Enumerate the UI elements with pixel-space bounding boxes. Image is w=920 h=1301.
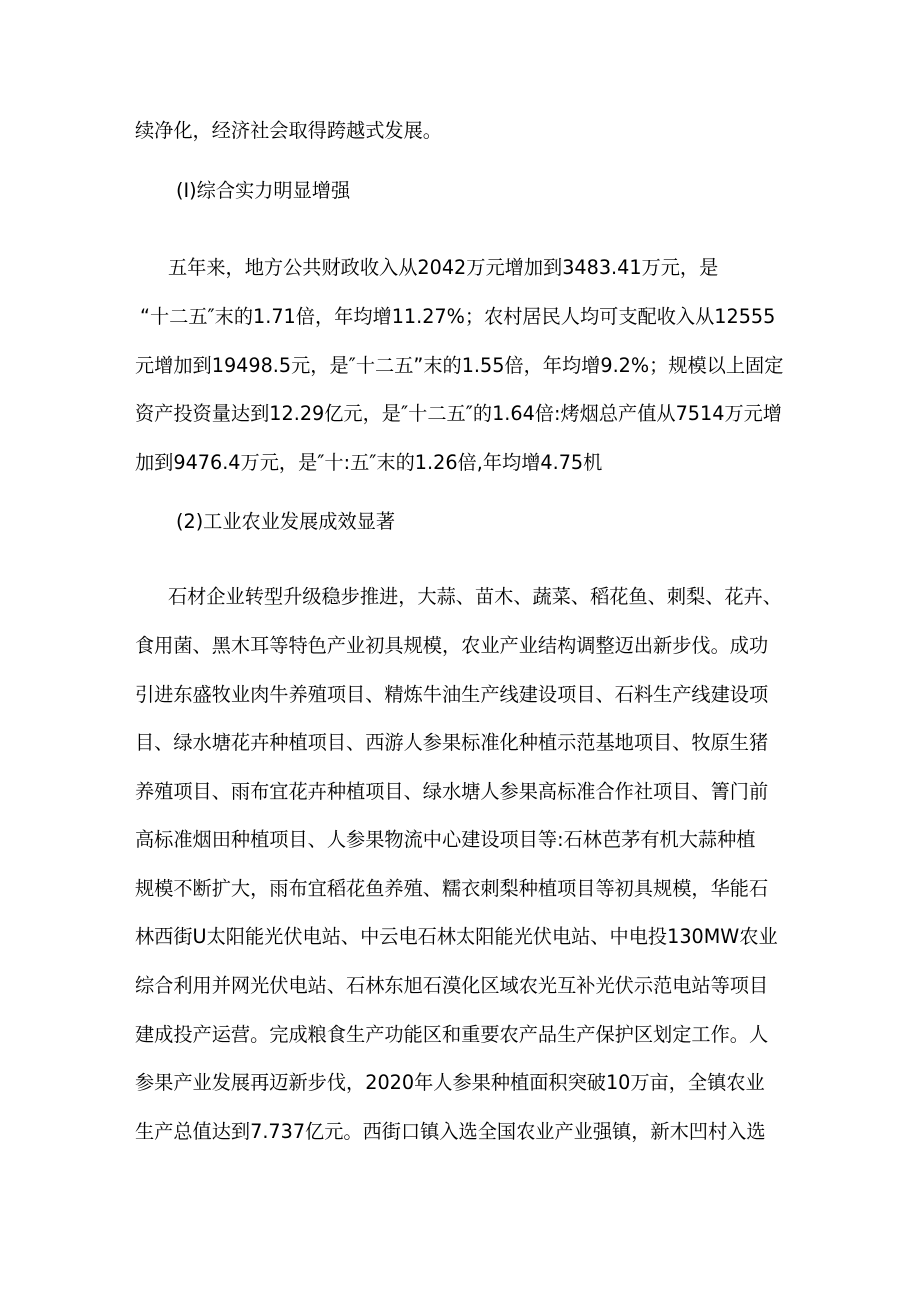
paragraph-1-line: 资产投资量达到12.29亿元，是″十二五″的1.64倍:烤烟总产值从7514万元增 [135,402,782,425]
paragraph-2-line: 综合利用并网光伏电站、石林东旭石漠化区域农光互补光伏示范电站等项目 [135,974,769,997]
paragraph-1-line: “十二五″末的1.71倍，年均增11.27%；农村居民人均可支配收入从12555 [140,305,776,328]
paragraph-2-line: 引进东盛牧业肉牛养殖项目、精炼牛油生产线建设项目、石料生产线建设项 [135,683,769,706]
paragraph-2-line: 生产总值达到7.737亿元。西街口镇入选全国农业产业强镇，新木凹村入选 [135,1120,766,1143]
paragraph-2-line: 建成投产运营。完成粮食生产功能区和重要农产品生产保护区划定工作。人 [135,1023,769,1046]
paragraph-2-line: 高标准烟田种植项目、人参果物流中心建设项目等:石林芭茅有机大蒜种植 [135,828,756,851]
paragraph-2-line: 林西街U太阳能光伏电站、中云电石林太阳能光伏电站、中电投130MW农业 [135,925,778,948]
paragraph-1-line: 加到9476.4万元，是″十:五″末的1.26倍,年均增4.75机 [135,451,603,474]
paragraph-2-line: 规模不断扩大，雨布宜稻花鱼养殖、糯衣刺梨种植项目等初具规模，华能石 [135,877,769,900]
paragraph-2-line: 石材企业转型升级稳步推进，大蒜、苗木、蔬菜、稻花鱼、刺梨、花卉、 [168,585,782,608]
paragraph-2-line: 食用菌、黑木耳等特色产业初具规模，农业产业结构调整迈出新步伐。成功 [135,634,769,657]
paragraph-2-line: 养殖项目、雨布宜花卉种植项目、绿水塘人参果高标准合作社项目、箐门前 [135,780,769,803]
paragraph-2-line: 参果产业发展再迈新步伐，2020年人参果种植面积突破10万亩，全镇农业 [135,1071,765,1094]
section-heading-1: (I)综合实力明显增强 [176,179,351,202]
paragraph-1-line: 元增加到19498.5元，是″十二五”末的1.55倍，年均增9.2%；规模以上固定 [135,354,784,377]
section-heading-2: (2)工业农业发展成效显著 [176,510,396,533]
paragraph-2-line: 目、绿水塘花卉种植项目、西游人参果标准化种植示范基地项目、牧原生猪 [135,731,769,754]
intro-line: 续净化，经济社会取得跨越式发展。 [135,119,442,142]
paragraph-1-line: 五年来，地方公共财政收入从2042万元增加到3483.41万元，是 [168,256,719,279]
